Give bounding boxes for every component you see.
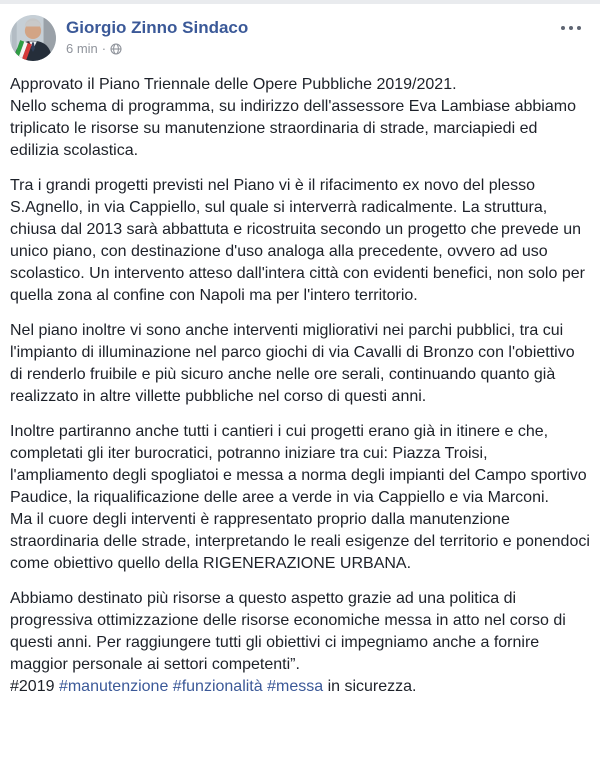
post-body — [0, 61, 600, 698]
post-text: Ma il cuore degli interventi è rappresentato proprio dalla manutenzione straordinaria delle strade, interpretando le reali esigenze del territorio e ponendoci come obiettivo quello della RIGENERAZIONE URBANA. — [10, 511, 590, 572]
post-text: Nello schema di programma, su indirizzo dell'assessore Eva Lambiase abbiamo triplicato le risorse su manutenzione straordinaria di strade, marciapiedi ed edilizia scolastica. — [10, 98, 576, 159]
post-text: in sicurezza. — [323, 678, 417, 695]
author-link[interactable]: Giorgio Zinno Sindaco — [66, 18, 249, 37]
post-paragraph — [10, 320, 590, 408]
ellipsis-icon — [560, 25, 582, 31]
post-text: Nel piano inoltre vi sono anche interventi migliorativi nei parchi pubblici, tra cui l'impianto di illuminazione nel parco giochi di via Cavalli di Bronzo con l'obiettivo di renderlo fruibile e più sicuro anche nelle ore serali, continuando quanto già realizzato in altre villette pubbliche nel corso di questi anni. — [10, 322, 575, 405]
hashtag-link[interactable]: #funzionalità — [172, 678, 268, 695]
post-subline — [66, 41, 554, 56]
post-text: Inoltre partiranno anche tutti i cantieri i cui progetti erano già in itinere e che, completati gli iter burocratici, potranno iniziare tra cui: Piazza Troisi, l'ampliamento degli spogliatoi e messa a norma degli impianti del Campo sportivo Paudice, la riqualificazione delle aree a verde in via Cappiello e via Marconi. — [10, 423, 587, 506]
hashtag-link[interactable]: #manutenzione — [58, 678, 173, 695]
post-menu-button[interactable] — [554, 15, 588, 41]
post-text: #2019 — [10, 678, 59, 695]
avatar[interactable] — [10, 15, 56, 61]
post-paragraph — [10, 588, 590, 698]
post-text: Approvato il Piano Triennale delle Opere Pubbliche 2019/2021. — [10, 76, 457, 93]
post-paragraph — [10, 421, 590, 575]
avatar-photo — [10, 15, 56, 61]
header-meta — [66, 15, 554, 56]
hashtag-link[interactable]: #messa — [267, 678, 324, 695]
facebook-post-card — [0, 4, 600, 698]
post-header — [0, 4, 600, 61]
dot-separator: · — [101, 41, 107, 56]
post-paragraph — [10, 175, 590, 307]
globe-icon — [110, 43, 122, 55]
post-paragraph — [10, 74, 590, 162]
timestamp[interactable]: 6 min — [66, 41, 98, 56]
post-text: Abbiamo destinato più risorse a questo aspetto grazie ad una politica di progressiva ottimizzazione delle risorse economiche messa in atto nel corso di questi anni. Per raggiungere tutti gli obiettivi ci impegniamo anche a fornire maggior personale ai settori competenti”. — [10, 590, 566, 673]
post-text: Tra i grandi progetti previsti nel Piano vi è il rifacimento ex novo del plesso S.Agnello, in via Cappiello, sul quale si interverrà radicalmente. La struttura, chiusa dal 2013 sarà abbattuta e ricostruita secondo un progetto che prevede un unico piano, con destinazione d'uso analoga alla precedente, ovvero ad uso scolastico. Un intervento atteso dall'intera città con evidenti benefici, non solo per quella zona al confine con Napoli ma per l'intero territorio. — [10, 177, 585, 304]
